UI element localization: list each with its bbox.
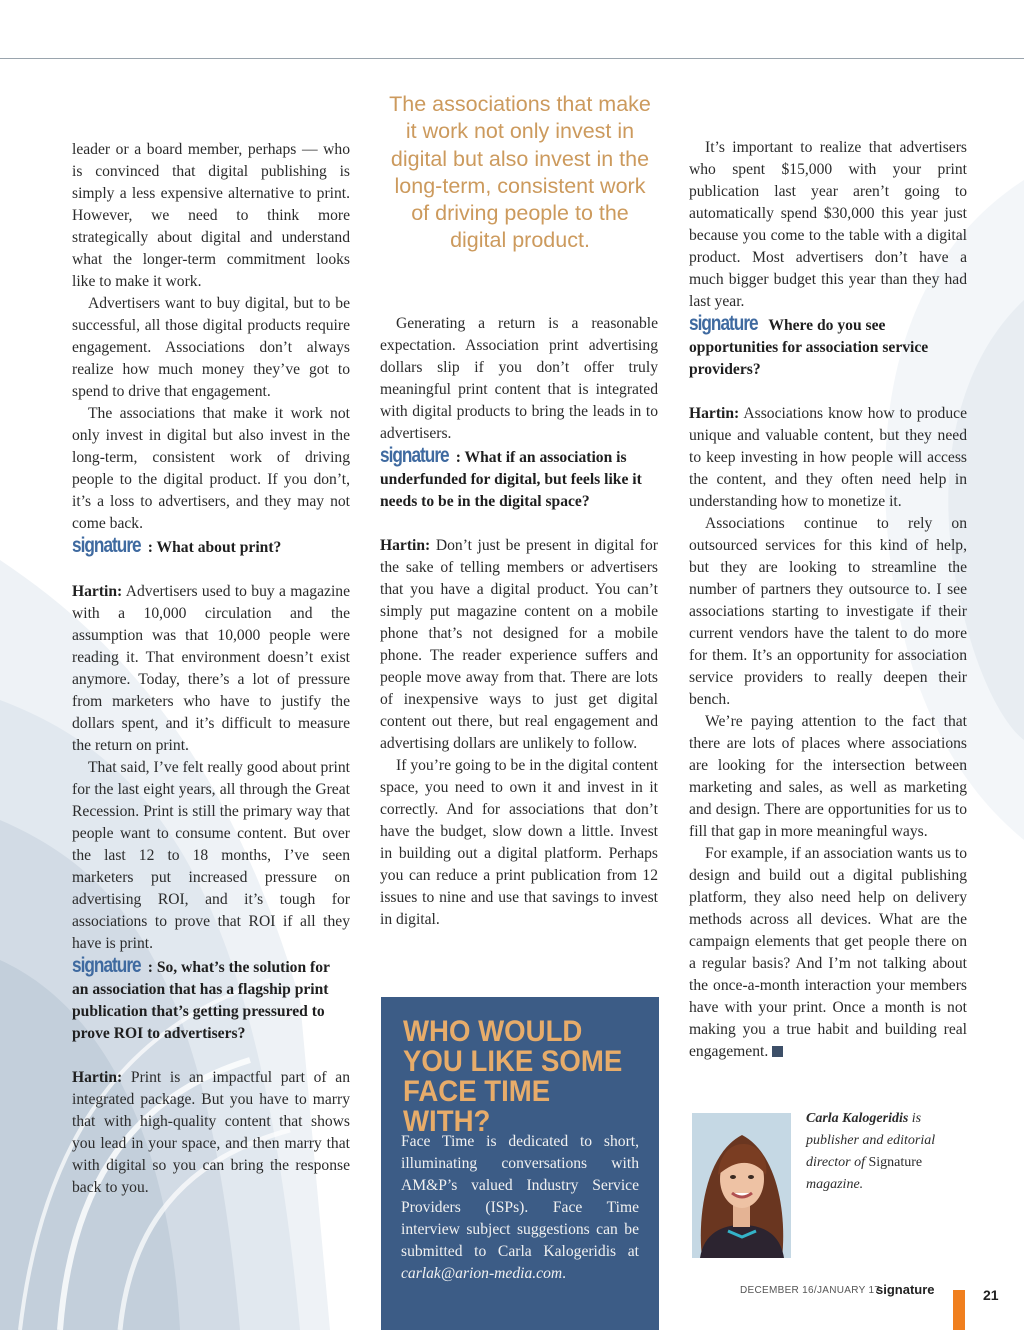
paragraph: Associations continue to rely on outsourced services for this kind of help, but they are looking to streamline the number of partners they outsource to. I see associations starting to investigate if their current vendors have the talent to do more for them. It’s an opportunity for association service providers to really deepen their bench. <box>689 515 967 708</box>
question-text: : What about print? <box>147 539 282 556</box>
issue-date: DECEMBER 16/JANUARY 17 <box>740 1285 881 1296</box>
bio-text: is publisher and editorial director of <box>806 1111 936 1170</box>
bio-text: magazine. <box>806 1177 864 1192</box>
magazine-name: Signature <box>868 1155 923 1170</box>
speaker-label: Hartin: <box>380 537 431 554</box>
top-rule <box>0 58 1024 59</box>
paragraph: Generating a return is a reasonable expectation. Association print advertising dollars slip if you don’t offer truly meaningful print content that is integrated with digital products to bring the leads in to advertisers. <box>380 315 658 442</box>
end-mark-icon <box>772 1046 783 1057</box>
signature-logo: signature <box>380 444 449 467</box>
interview-question <box>689 313 967 381</box>
answer-text: Associations know how to produce unique and valuable content, but they need to keep investing in how people will access the content, and they often need help in understanding how to monetize it. <box>689 405 967 510</box>
signature-logo: signature <box>72 534 141 557</box>
signature-logo: signature <box>72 954 141 977</box>
email-link[interactable]: carlak@arion-media.com <box>401 1265 563 1282</box>
question-text: Where do you see opportunities for association service providers? <box>689 317 929 378</box>
speaker-label: Hartin: <box>689 405 740 422</box>
paragraph-text: For example, if an association wants us to design and build out a digital publishing platform, they also need help on delivery methods across all devices. What are the campaign elements that get people there on a regular basis? And I’m not talking about the once-a-month interaction your members have with your print. Once a month is not making you a true habit and building real engagement. <box>689 845 967 1060</box>
face-time-period: . <box>562 1265 567 1282</box>
paragraph: That said, I’ve felt really good about print for the last eight years, all through the Great Recession. Print is still the primary way that people want to consume content. But over the last 12 to 18 months, I’ve seen marketers put increased pressure on advertising ROI, and it’s tough for associations to prove that ROI if all they have is print. <box>72 759 350 952</box>
face-time-box <box>381 997 659 1330</box>
signature-logo: signature <box>689 312 758 335</box>
question-text: : So, what’s the solution for an association that has a flagship print publication that’s getting pressured to prove ROI to advertisers? <box>72 959 330 1042</box>
paragraph: leader or a board member, perhaps — who is convinced that digital publishing is simply a less expensive alternative to print. However, we need to think more strategically about digital and understand what the longer-term commitment looks like to make it work. <box>72 141 350 290</box>
interview-question <box>380 445 658 513</box>
paragraph: The associations that make it work not only invest in digital but also invest in the long-term, consistent work of driving people to the digital product. If you don’t, it’s a loss to advertisers, and they may not come back. <box>72 405 350 532</box>
speaker-label: Hartin: <box>72 1069 123 1086</box>
page-tab-bar <box>953 1290 965 1330</box>
author-bio <box>806 1108 956 1196</box>
question-text: : What if an association is underfunded for digital, but feels like it needs to be in the digital space? <box>380 449 642 510</box>
face-time-title: WHO WOULD YOU LIKE SOME FACE TIME WITH? <box>403 1015 623 1138</box>
page-number: 21 <box>983 1287 999 1303</box>
answer-text: Don’t just be present in digital for the sake of telling members or advertisers that you have a digital product. You can’t simply put magazine content on a mobile phone that’s not designed for a mobile phone. The reader experience suffers and people move away from that. There are lots of inexpensive ways to just get digital content out there, but real engagement and advertising dollars are unlikely to follow. <box>380 537 658 752</box>
author-name: Carla Kalogeridis <box>806 1111 909 1126</box>
paragraph <box>689 843 967 1063</box>
paragraph: Advertisers want to buy digital, but to be successful, all those digital products require engagement. Associations don’t always realize how much money they’ve got to spend to drive that engagement. <box>72 295 350 400</box>
answer-text: Print is an impactful part of an integrated package. But you have to marry that with high-quality content that shows you lead in your space, and then marry that with digital so you can bring the response back to you. <box>72 1069 350 1196</box>
column-1 <box>72 139 350 1199</box>
interview-answer <box>380 535 658 755</box>
footer-brand: signature <box>876 1282 935 1297</box>
paragraph: It’s important to realize that advertisers who spent $15,000 with your print publication last year aren’t going to automatically spend $30,000 this year just because you come to the table with a digital product. Most advertisers don’t have a much bigger budget this year than they had last year. <box>689 139 967 310</box>
interview-question <box>72 955 350 1045</box>
interview-answer <box>72 1067 350 1199</box>
interview-answer <box>72 581 350 757</box>
column-2 <box>380 313 658 931</box>
speaker-label: Hartin: <box>72 583 123 600</box>
column-3 <box>689 137 967 1063</box>
interview-answer <box>689 403 967 513</box>
paragraph: We’re paying attention to the fact that there are lots of places where associations are looking for the intersection between marketing and sales, as well as marketing and design. There are opportunities for us to fill that gap in more meaningful ways. <box>689 713 967 840</box>
interview-question <box>72 535 350 559</box>
author-photo <box>692 1113 791 1258</box>
face-time-body <box>401 1131 639 1285</box>
pull-quote: The associations that make it work not only invest in digital but also invest in the long-term, consistent work of driving people to the digital product. <box>389 92 651 253</box>
face-time-text: Face Time is dedicated to short, illuminating conversations with AM&P’s valued Industry Service Providers (ISPs). Face Time interview subject suggestions can be submitted to Carla Kalogeridis at <box>401 1133 639 1260</box>
paragraph: If you’re going to be in the digital content space, you need to own it and invest in it correctly. And for associations that don’t have the budget, slow down a little. Invest in building out a digital platform. Perhaps you can reduce a print publication from 12 issues to nine and use that savings to invest in digital. <box>380 757 658 928</box>
answer-text: Advertisers used to buy a magazine with a 10,000 circulation and the assumption was that 10,000 people were reading it. That environment doesn’t exist anymore. Today, there’s a lot of pressure from marketers who have to justify the dollars spent, and it’s difficult to measure the return on print. <box>72 583 350 754</box>
